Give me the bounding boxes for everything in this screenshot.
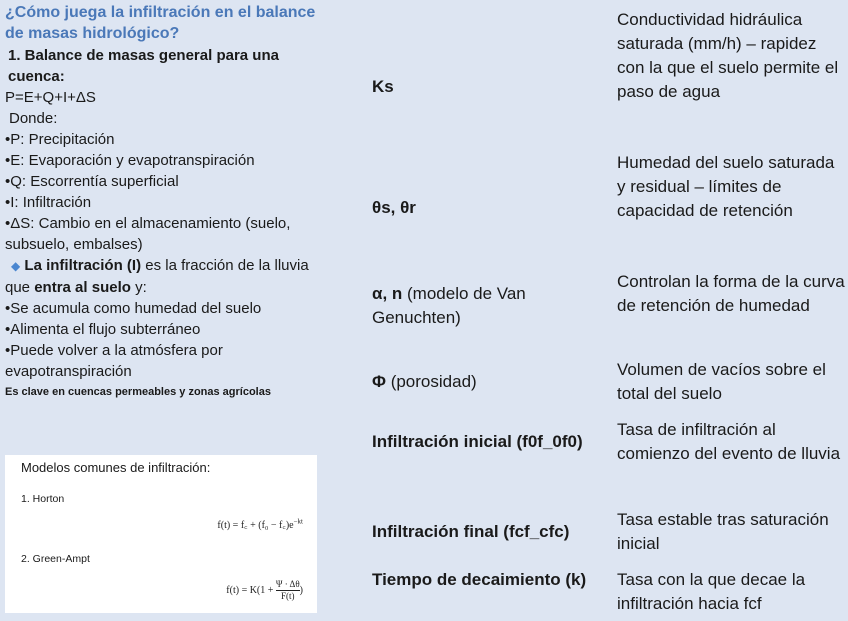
param-description: Tasa de infiltración al comienzo del evento de lluvia — [617, 420, 841, 463]
definition-i: •I: Infiltración — [5, 194, 92, 211]
infiltration-paragraph — [5, 255, 335, 298]
model-green-ampt-label: 2. Green-Ampt — [21, 553, 90, 565]
left-column — [5, 2, 335, 400]
bullet-groundwater: •Alimenta el flujo subterráneo — [5, 321, 201, 338]
models-box — [5, 455, 317, 613]
param-description: Tasa con la que decae la infiltración hacia fcf — [617, 570, 806, 613]
param-name: Φ (porosidad) — [372, 372, 477, 391]
infiltration-text-2: y: — [130, 279, 147, 296]
slide-title: ¿Cómo juega la infiltración en el balance de masas hidrológico? — [5, 4, 316, 42]
horton-formula: f(t) = f꜀ + $(f_0 - f꜀)e^{-kt}$ — [217, 517, 303, 531]
param-name: Infiltración inicial (f0f_0f0) — [372, 432, 583, 451]
definition-ds: •ΔS: Cambio en el almacenamiento (suelo, subsuelo, embalses) — [5, 215, 291, 253]
param-description: Tasa estable tras saturación inicial — [617, 510, 829, 553]
model-horton-label: 1. Horton — [21, 493, 65, 505]
bullet-evapotranspiration: •Puede volver a la atmósfera por evapotranspiración — [5, 342, 223, 380]
bullet-humidity: •Se acumula como humedad del suelo — [5, 300, 262, 317]
infiltration-text-1: es la fracción de la lluvia que — [5, 257, 309, 296]
balance-equation: P=E+Q+I+ΔS — [5, 89, 96, 106]
infiltration-term: La infiltración (I) — [24, 257, 142, 274]
param-name: Infiltración final (fcf_cfc) — [372, 522, 570, 541]
param-description: Controlan la forma de la curva de retención de humedad — [617, 272, 845, 315]
diamond-bullet-icon: ◆ — [11, 259, 21, 273]
definition-e: •E: Evaporación y evapotranspiración — [5, 152, 255, 169]
param-name: Ks — [372, 77, 394, 96]
definition-p: •P: Precipitación — [5, 131, 115, 148]
param-description: Volumen de vacíos sobre el total del suelo — [617, 360, 826, 403]
enters-soil-term: entra al suelo — [34, 279, 131, 296]
param-name: θs, θr — [372, 198, 416, 217]
key-note: Es clave en cuencas permeables y zonas agrícolas — [5, 386, 271, 398]
definition-q: •Q: Escorrentía superficial — [5, 173, 179, 190]
models-title: Modelos comunes de infiltración: — [21, 460, 211, 475]
param-description: Humedad del suelo saturada y residual – límites de capacidad de retención — [617, 153, 835, 220]
param-description: Conductividad hidráulica saturada (mm/h) – rapidez con la que el suelo permite el paso de agua — [617, 10, 839, 101]
section-heading: 1. Balance de masas general para una cuenca: — [8, 47, 279, 85]
param-name: Tiempo de decaimiento (k) — [372, 570, 587, 589]
green-ampt-formula: f(t) = K(1 + $\frac{\Psi \cdot \Delta\theta}{F(t)}$ ) — [226, 579, 303, 601]
param-name: α, n (modelo de Van Genuchten) — [372, 284, 526, 327]
donde-label: Donde: — [9, 110, 58, 127]
